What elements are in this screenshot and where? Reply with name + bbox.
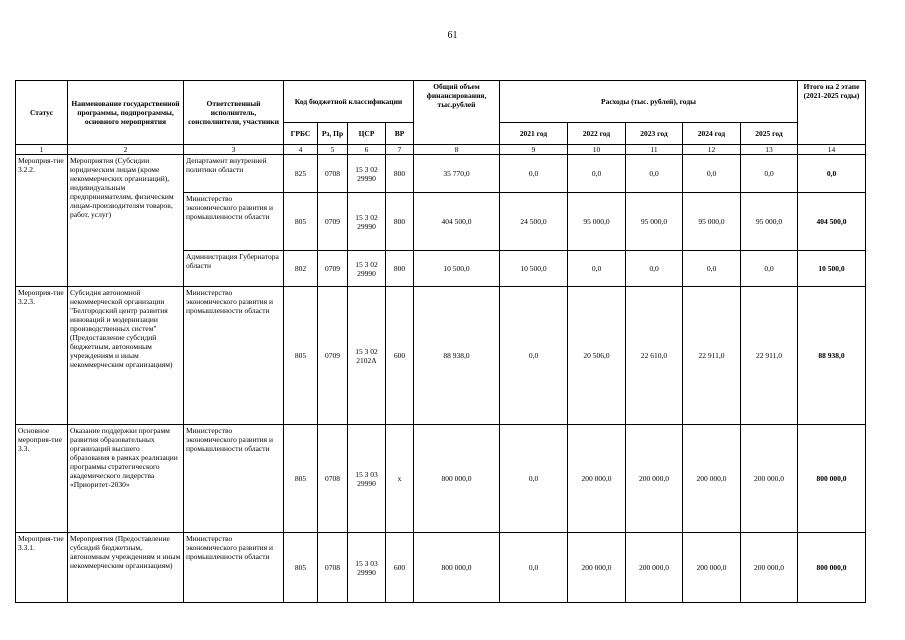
cell-2022: 0,0 xyxy=(568,251,626,287)
row-name: Субсидия автономной некоммерческой организации "Белгородский центр развития инноваций и модернизации производственных систем"(Предоставление субсидий бюджетным, автономным учреждениям и иным некоммерческим организациям) xyxy=(68,287,184,425)
cell-2022: 200 000,0 xyxy=(568,425,626,533)
cell-vr: х xyxy=(386,425,414,533)
row-name: Оказание поддержки программ развития образовательных организаций высшего образования в рамках реализации программы стратегического академического лидерства «Приоритет-2030» xyxy=(68,425,184,533)
cell-2024: 22 911,0 xyxy=(683,287,741,425)
cell-2024: 95 000,0 xyxy=(683,193,741,251)
cell-2023: 200 000,0 xyxy=(626,533,683,603)
table-row xyxy=(16,155,866,193)
header-vr: ВР xyxy=(386,123,414,145)
header-rzpr: Рз, Пр xyxy=(318,123,348,145)
cell-2024: 0,0 xyxy=(683,155,741,193)
cell-vr: 800 xyxy=(386,155,414,193)
cell-total: 35 770,0 xyxy=(414,155,500,193)
row-executor: Министерство экономического развития и промышленности области xyxy=(184,193,284,251)
row-status: Основное мероприя-тие 3.3. xyxy=(16,425,68,533)
cell-2023: 200 000,0 xyxy=(626,425,683,533)
cell-stage-total: 0,0 xyxy=(798,155,866,193)
row-status: Мероприя-тие 3.2.3. xyxy=(16,287,68,425)
cell-2025: 200 000,0 xyxy=(741,425,798,533)
cell-rzpr: 0709 xyxy=(318,251,348,287)
column-number: 12 xyxy=(683,145,741,155)
column-number: 7 xyxy=(386,145,414,155)
cell-rzpr: 0709 xyxy=(318,287,348,425)
cell-2025: 200 000,0 xyxy=(741,533,798,603)
column-number: 2 xyxy=(68,145,184,155)
cell-2025: 22 911,0 xyxy=(741,287,798,425)
header-year: 2021 год xyxy=(500,123,568,145)
row-executor: Министерство экономического развития и промышленности области xyxy=(184,425,284,533)
cell-grbs: 802 xyxy=(284,251,318,287)
cell-2023: 0,0 xyxy=(626,155,683,193)
cell-stage-total: 88 938,0 xyxy=(798,287,866,425)
row-status: Мероприя-тие 3.2.2. xyxy=(16,155,68,287)
cell-rzpr: 0708 xyxy=(318,155,348,193)
cell-2025: 0,0 xyxy=(741,155,798,193)
cell-2025: 95 000,0 xyxy=(741,193,798,251)
column-numbers-row xyxy=(16,145,866,155)
cell-2025: 0,0 xyxy=(741,251,798,287)
cell-vr: 800 xyxy=(386,193,414,251)
table-row xyxy=(16,287,866,425)
cell-rzpr: 0708 xyxy=(318,533,348,603)
column-number: 10 xyxy=(568,145,626,155)
cell-2022: 200 000,0 xyxy=(568,533,626,603)
cell-2021: 0,0 xyxy=(500,425,568,533)
cell-2024: 0,0 xyxy=(683,251,741,287)
cell-grbs: 825 xyxy=(284,155,318,193)
cell-csr: 15 3 02 29990 xyxy=(348,155,386,193)
cell-total: 88 938,0 xyxy=(414,287,500,425)
cell-csr: 15 3 02 29990 xyxy=(348,251,386,287)
header-year: 2022 год xyxy=(568,123,626,145)
header-grbs: ГРБС xyxy=(284,123,318,145)
header-status: Статус xyxy=(16,81,68,145)
cell-csr: 15 3 02 2102А xyxy=(348,287,386,425)
cell-2021: 10 500,0 xyxy=(500,251,568,287)
cell-2023: 95 000,0 xyxy=(626,193,683,251)
header-name: Наименование государственной программы, подпрограммы, основного мероприятия xyxy=(68,81,184,145)
budget-table xyxy=(15,80,866,603)
column-number: 3 xyxy=(184,145,284,155)
cell-csr: 15 3 02 29990 xyxy=(348,193,386,251)
column-number: 4 xyxy=(284,145,318,155)
row-name: Мероприятия (Предоставление субсидий бюджетным, автономным учреждениям и иным некоммерческим организациям) xyxy=(68,533,184,603)
header-expenses: Расходы (тыс. рублей), годы xyxy=(500,81,798,123)
header-budget-code: Код бюджетной классификации xyxy=(284,81,414,123)
column-number: 6 xyxy=(348,145,386,155)
row-executor: Министерство экономического развития и промышленности области xyxy=(184,287,284,425)
cell-vr: 600 xyxy=(386,533,414,603)
cell-total: 800 000,0 xyxy=(414,425,500,533)
column-number: 11 xyxy=(626,145,683,155)
cell-rzpr: 0709 xyxy=(318,193,348,251)
cell-2022: 0,0 xyxy=(568,155,626,193)
cell-total: 404 500,0 xyxy=(414,193,500,251)
cell-rzpr: 0708 xyxy=(318,425,348,533)
header-total-stage: Итого на 2 этапе (2021-2025 годы) xyxy=(798,81,866,145)
cell-grbs: 805 xyxy=(284,193,318,251)
cell-vr: 800 xyxy=(386,251,414,287)
cell-csr: 15 3 03 29990 xyxy=(348,425,386,533)
header-year: 2023 год xyxy=(626,123,683,145)
cell-csr: 15 3 03 29990 xyxy=(348,533,386,603)
column-number: 9 xyxy=(500,145,568,155)
page-number: 61 xyxy=(447,30,458,41)
row-name: Мероприятия (Субсидии юридическим лицам (кроме некоммерческих организаций), индивидуальным предпринимателям, физическим лицам-производителям товаров, работ, услуг) xyxy=(68,155,184,287)
cell-2021: 0,0 xyxy=(500,533,568,603)
cell-total: 800 000,0 xyxy=(414,533,500,603)
cell-stage-total: 10 500,0 xyxy=(798,251,866,287)
column-number: 1 xyxy=(16,145,68,155)
header-csr: ЦСР xyxy=(348,123,386,145)
cell-grbs: 805 xyxy=(284,287,318,425)
header-row xyxy=(16,81,866,123)
cell-2023: 22 610,0 xyxy=(626,287,683,425)
column-number: 14 xyxy=(798,145,866,155)
cell-stage-total: 800 000,0 xyxy=(798,425,866,533)
column-number: 13 xyxy=(741,145,798,155)
table-row xyxy=(16,533,866,603)
cell-2024: 200 000,0 xyxy=(683,425,741,533)
column-number: 8 xyxy=(414,145,500,155)
cell-vr: 600 xyxy=(386,287,414,425)
row-executor: Департамент внутренней политики области xyxy=(184,155,284,193)
cell-grbs: 805 xyxy=(284,533,318,603)
header-executor: Ответственный исполнитель, соисполнители, участники xyxy=(184,81,284,145)
cell-2022: 20 506,0 xyxy=(568,287,626,425)
row-status: Мероприя-тие 3.3.1. xyxy=(16,533,68,603)
header-year: 2024 год xyxy=(683,123,741,145)
row-executor: Администрация Губернатора области xyxy=(184,251,284,287)
cell-2023: 0,0 xyxy=(626,251,683,287)
table-row xyxy=(16,425,866,533)
header-year: 2025 год xyxy=(741,123,798,145)
cell-2024: 200 000,0 xyxy=(683,533,741,603)
cell-grbs: 805 xyxy=(284,425,318,533)
cell-stage-total: 800 000,0 xyxy=(798,533,866,603)
column-number: 5 xyxy=(318,145,348,155)
row-executor: Министерство экономического развития и промышленности области xyxy=(184,533,284,603)
cell-2022: 95 000,0 xyxy=(568,193,626,251)
cell-2021: 24 500,0 xyxy=(500,193,568,251)
cell-total: 10 500,0 xyxy=(414,251,500,287)
cell-stage-total: 404 500,0 xyxy=(798,193,866,251)
cell-2021: 0,0 xyxy=(500,287,568,425)
cell-2021: 0,0 xyxy=(500,155,568,193)
header-total-volume: Общий объем финансирования, тыс.рублей xyxy=(414,81,500,145)
